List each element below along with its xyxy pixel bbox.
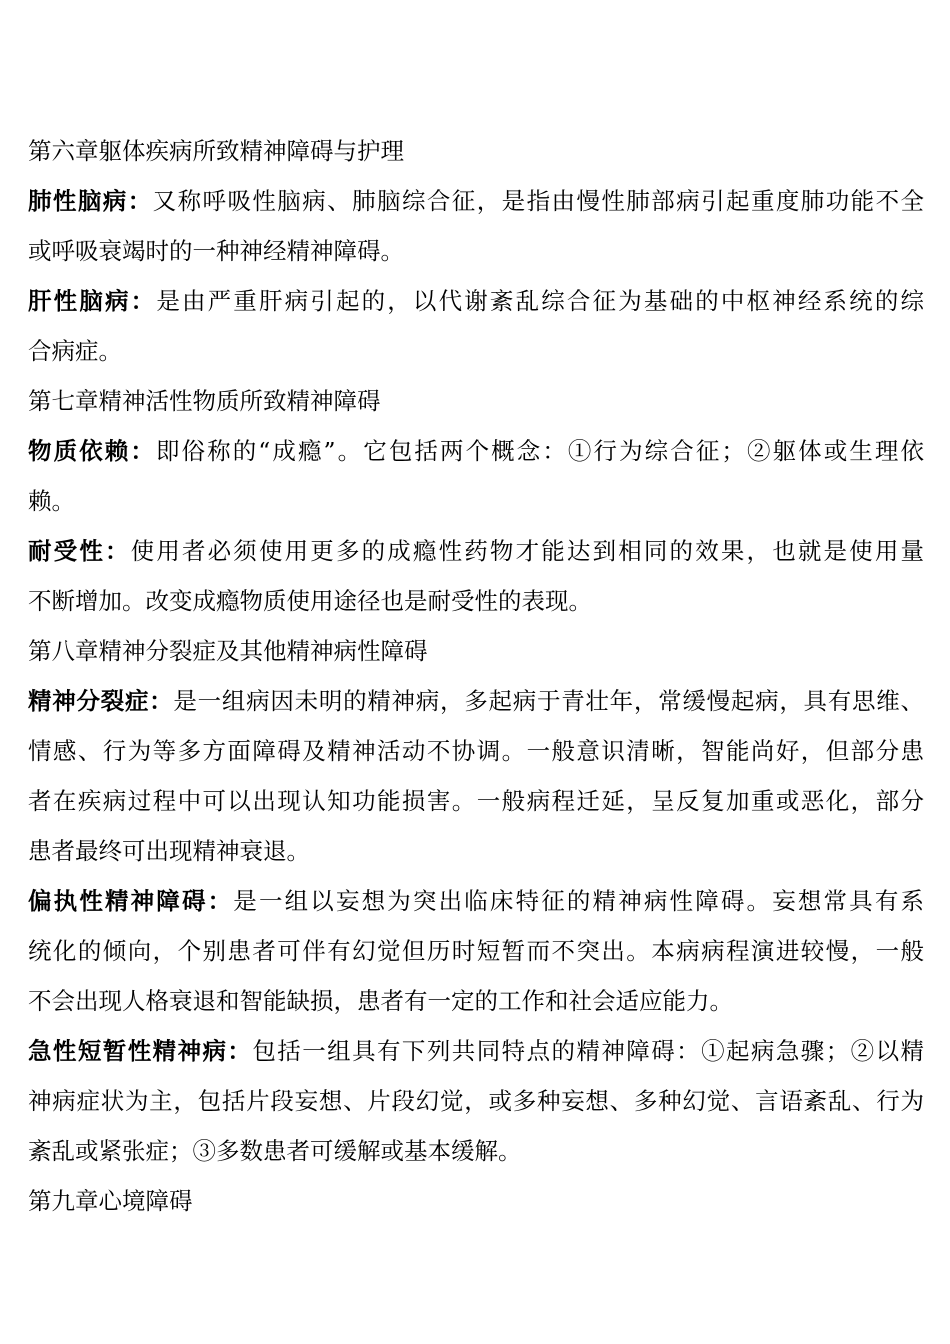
definition-line: 合病症。 [28,337,122,365]
chapter-heading-7: 第七章精神活性物质所致精神障碍 [28,387,381,415]
definition-tolerance [28,526,924,626]
definition-term: 偏执性精神障碍： [28,887,234,915]
definition-text: 即俗称的“成瘾”。它包括两个概念：①行为综合征；②躯体或生理依 [155,437,924,465]
definition-line [28,426,924,476]
definition-line: 情感、行为等多方面障碍及精神活动不协调。一般意识清晰，智能尚好，但部分患 [28,737,924,765]
chapter-heading-6: 第六章躯体疾病所致精神障碍与护理 [28,137,404,165]
definition-line: 赖。 [28,487,75,515]
definition-acute-transient-psychosis [28,1026,924,1176]
definition-text: 是一组以妄想为突出临床特征的精神病性障碍。妄想常具有系 [233,887,924,915]
definition-line [28,526,924,576]
definition-line: 不会出现人格衰退和智能缺损，患者有一定的工作和社会适应能力。 [28,987,733,1015]
definition-line: 统化的倾向，个别患者可伴有幻觉但历时短暂而不突出。本病病程演进较慢，一般 [28,937,924,965]
definition-paranoid-disorder [28,876,924,1026]
definition-line: 患者最终可出现精神衰退。 [28,837,310,865]
definition-line [28,276,924,326]
definition-substance-dependence [28,426,924,526]
definition-line [28,676,924,726]
definition-line: 者在疾病过程中可以出现认知功能损害。一般病程迁延，呈反复加重或恶化，部分 [28,787,924,815]
definition-line [28,1026,924,1076]
definition-schizophrenia [28,676,924,876]
definition-term: 急性短暂性精神病： [28,1037,253,1065]
definition-text: 是由严重肝病引起的，以代谢紊乱综合征为基础的中枢神经系统的综 [156,287,924,315]
definition-line [28,176,924,226]
document-page [28,126,924,1226]
definition-line: 神病症状为主，包括片段妄想、片段幻觉，或多种妄想、多种幻觉、言语紊乱、行为 [28,1087,924,1115]
definition-text: 是一组病因未明的精神病，多起病于青壮年，常缓慢起病，具有思维、 [173,687,924,715]
definition-line: 不断增加。改变成瘾物质使用途径也是耐受性的表现。 [28,587,592,615]
definition-term: 肺性脑病： [28,187,153,215]
definition-text: 使用者必须使用更多的成瘾性药物才能达到相同的效果，也就是使用量 [130,537,924,565]
definition-term: 物质依赖： [28,437,156,465]
definition-pulmonary-encephalopathy [28,176,924,276]
definition-term: 肝性脑病： [28,287,157,315]
chapter-heading-9: 第九章心境障碍 [28,1187,193,1215]
definition-term: 耐受性： [28,537,131,565]
definition-term: 精神分裂症： [28,687,174,715]
definition-hepatic-encephalopathy [28,276,924,376]
chapter-heading-8: 第八章精神分裂症及其他精神病性障碍 [28,637,428,665]
definition-text: 包括一组具有下列共同特点的精神障碍：①起病急骤；②以精 [252,1037,924,1065]
definition-text: 又称呼吸性脑病、肺脑综合征，是指由慢性肺部病引起重度肺功能不全 [152,187,924,215]
definition-line: 紊乱或紧张症；③多数患者可缓解或基本缓解。 [28,1137,522,1165]
definition-line: 或呼吸衰竭时的一种神经精神障碍。 [28,237,404,265]
definition-line [28,876,924,926]
